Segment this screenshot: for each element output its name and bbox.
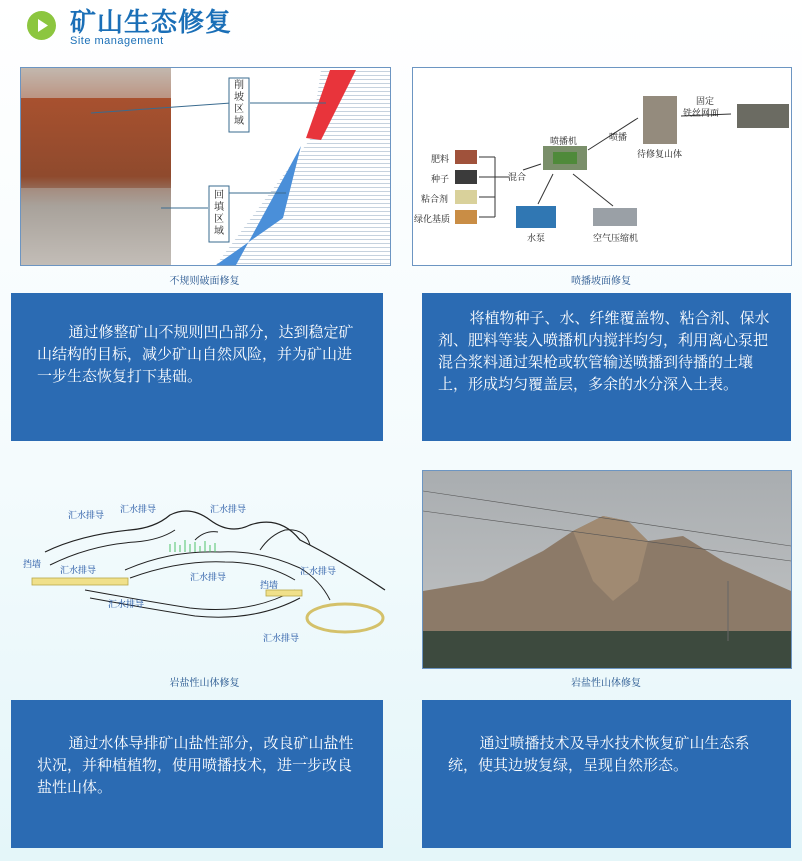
page-subtitle: Site management <box>70 35 164 47</box>
drainage-label: 汇水排导 <box>120 505 157 515</box>
compressor-label: 空气压缩机 <box>593 234 639 244</box>
drainage-label: 汇水排导 <box>210 505 247 515</box>
mix-label: 混合 <box>508 173 527 183</box>
drainage-label: 汇水排导 <box>190 573 227 583</box>
salt-mountain-text: 通过水体导排矿山盐性部分，改良矿山盐性状况，并种植植物，使用喷播技术，进一步改良盐性山体。 <box>37 734 354 796</box>
input-substrate: 绿化基质 <box>414 215 451 225</box>
spray-seeding-text: 将植物种子、水、纤维覆盖物、粘合剂、保水剂、肥料等装入喷播机内搅拌均匀，利用离心泵把混合浆料通过架枪或软管输送喷播到待播的土壤上，形成均匀覆盖层，多余的水分深入土表。 <box>438 309 770 393</box>
drainage-label: 汇水排导 <box>263 634 300 644</box>
retaining-wall-label: 挡墙 <box>260 581 279 591</box>
mountain-photo <box>422 470 792 669</box>
slope-repair-description <box>11 293 383 441</box>
drainage-label: 汇水排导 <box>60 566 97 576</box>
spray-label: 喷播 <box>609 133 628 143</box>
fill-zone-label: 回填区域 <box>214 190 224 237</box>
pump-label: 水泵 <box>527 234 546 244</box>
mountain-restoration-text: 通过喷播技术及导水技术恢复矿山生态系统，使其边坡复绿，呈现自然形态。 <box>448 734 750 774</box>
wire-label-1: 固定 <box>696 97 715 107</box>
input-seeds: 种子 <box>431 175 450 185</box>
drainage-label: 汇水排导 <box>300 567 337 577</box>
drainage-label: 汇水排导 <box>108 600 145 610</box>
mountain-photo-caption: 岩盐性山体修复 <box>571 678 641 689</box>
salt-mountain-description <box>11 700 383 848</box>
slope-repair-caption: 不规则破面修复 <box>169 276 240 287</box>
spray-seeding-caption: 喷播坡面修复 <box>571 276 631 287</box>
mountain-illustration <box>423 471 791 668</box>
input-fertilizer: 肥料 <box>431 155 450 165</box>
spray-seeding-description <box>422 293 791 441</box>
slope-repair-text: 通过修整矿山不规则凹凸部分，达到稳定矿山结构的目标，减少矿山自然风险，并为矿山进一步生态恢复打下基础。 <box>37 323 354 385</box>
wire-label-2: 铁丝网面 <box>683 109 720 119</box>
salt-mountain-diagram-caption: 岩盐性山体修复 <box>169 678 240 689</box>
play-icon <box>27 11 56 40</box>
drainage-label: 汇水排导 <box>68 511 105 521</box>
page-title: 矿山生态修复 <box>70 8 233 38</box>
retaining-wall-label: 挡墙 <box>23 560 42 570</box>
input-binder: 粘合剂 <box>421 195 449 205</box>
target-label: 待修复山体 <box>637 150 683 160</box>
cut-zone-label: 削坡区域 <box>234 80 244 127</box>
salt-mountain-diagram <box>20 490 392 660</box>
mountain-restoration-description <box>422 700 791 848</box>
spray-seeding-figure <box>412 67 792 266</box>
slope-repair-illustration <box>21 68 390 265</box>
machine-label: 喷播机 <box>550 137 578 147</box>
slope-repair-figure <box>20 67 391 266</box>
